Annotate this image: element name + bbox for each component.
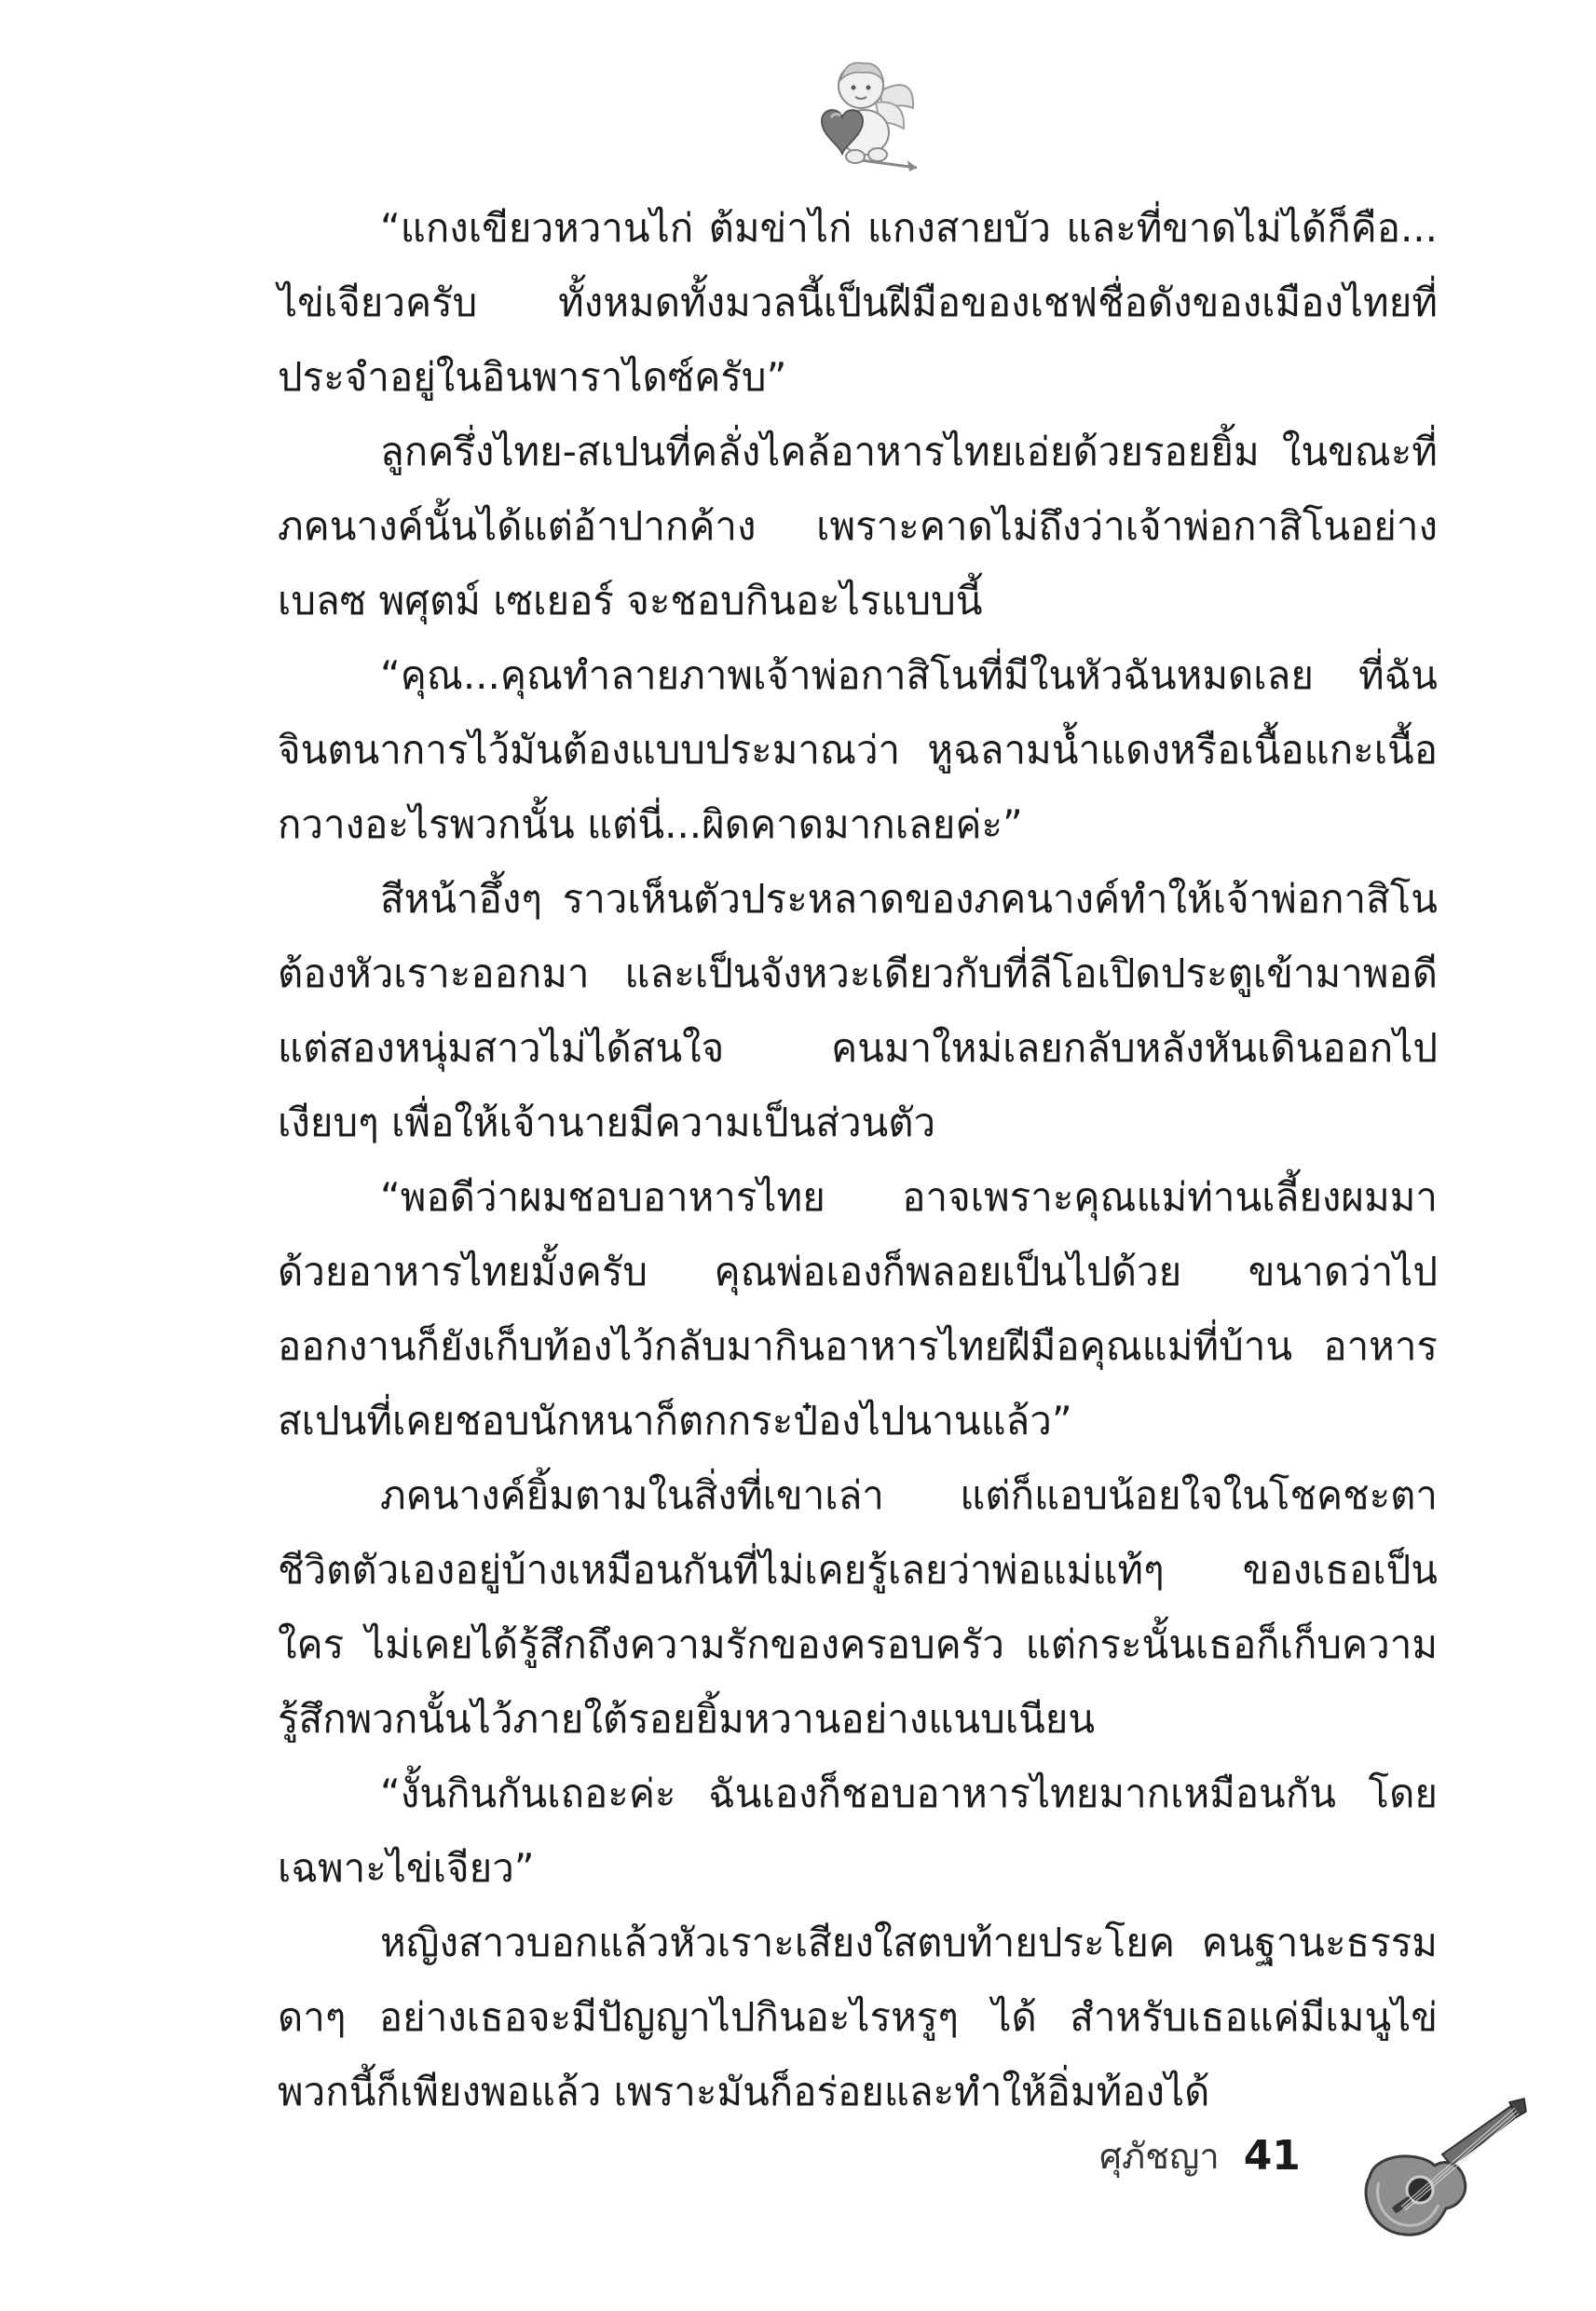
paragraph: “แกงเขียวหวานไก่ ต้มข่าไก่ แกงสายบัว และที่ขาดไม่ได้ก็คือ... ไข่เจียวครับ ทั้งหมดทั้งมวลนี้เป็นฝีมือของเชฟชื่อดังของเมืองไทยที่ประจำอยู่ในอินพาราไดซ์ครับ” <box>278 205 1438 400</box>
page-number: 41 <box>1243 2131 1301 2180</box>
paragraph: ลูกครึ่งไทย-สเปนที่คลั่งไคล้อาหารไทยเอ่ยด้วยรอยยิ้ม ในขณะที่ภคนางค์นั้นได้แต่อ้าปากค้าง เพราะคาดไม่ถึงว่าเจ้าพ่อกาสิโนอย่าง เบลซ พศุตม์ เซเยอร์ จะชอบกินอะไรแบบนี้ <box>278 429 1438 623</box>
paragraph: “คุณ...คุณทำลายภาพเจ้าพ่อกาสิโนที่มีในหัวฉันหมดเลย ที่ฉันจินตนาการไว้มันต้องแบบประมาณว่า หูฉลามน้ำแดงหรือเนื้อแกะเนื้อกวางอะไรพวกนั้น แต่นี่...ผิดคาดมากเลยค่ะ” <box>278 652 1438 847</box>
paragraph: สีหน้าอึ้งๆ ราวเห็นตัวประหลาดของภคนางค์ทำให้เจ้าพ่อกาสิโนต้องหัวเราะออกมา และเป็นจังหวะเดียวกับที่ลีโอเปิดประตูเข้ามาพอดี แต่สองหนุ่มสาวไม่ได้สนใจ คนมาใหม่เลยกลับหลังหันเดินออกไปเงียบๆ เพื่อให้เจ้านายมีความเป็นส่วนตัว <box>278 876 1438 1145</box>
page-footer <box>1099 2113 1319 2197</box>
author-name: ศุภัชญา <box>1099 2135 1220 2177</box>
paragraph: หญิงสาวบอกแล้วหัวเราะเสียงใสตบท้ายประโยค คนฐานะธรรมดาๆ อย่างเธอจะมีปัญญาไปกินอะไรหรูๆ ได้ สำหรับเธอแค่มีเมนูไข่พวกนี้ก็เพียงพอแล้ว เพราะมันก็อร่อยและทำให้อิ่มท้องได้ <box>278 1920 1438 2114</box>
paragraph: “งั้นกินกันเถอะค่ะ ฉันเองก็ชอบอาหารไทยมากเหมือนกัน โดยเฉพาะไข่เจียว” <box>278 1771 1438 1891</box>
chapter-body <box>278 191 1438 2129</box>
paragraph: “พอดีว่าผมชอบอาหารไทย อาจเพราะคุณแม่ท่านเลี้ยงผมมาด้วยอาหารไทยมั้งครับ คุณพ่อเองก็พลอยเป็นไปด้วย ขนาดว่าไปออกงานก็ยังเก็บท้องไว้กลับมากินอาหารไทยฝีมือคุณแม่ที่บ้าน อาหารสเปนที่เคยชอบนักหนาก็ตกกระป๋องไปนานแล้ว” <box>278 1174 1438 1443</box>
acoustic-guitar-icon <box>1342 2097 1528 2246</box>
cupid-heart-icon <box>794 54 924 175</box>
paragraph: ภคนางค์ยิ้มตามในสิ่งที่เขาเล่า แต่ก็แอบน้อยใจในโชคชะตาชีวิตตัวเองอยู่บ้างเหมือนกันที่ไม่เคยรู้เลยว่าพ่อแม่แท้ๆ ของเธอเป็นใคร ไม่เคยได้รู้สึกถึงความรักของครอบครัว แต่กระนั้นเธอก็เก็บความรู้สึกพวกนั้นไว้ภายใต้รอยยิ้มหวานอย่างแนบเนียน <box>278 1472 1438 1742</box>
